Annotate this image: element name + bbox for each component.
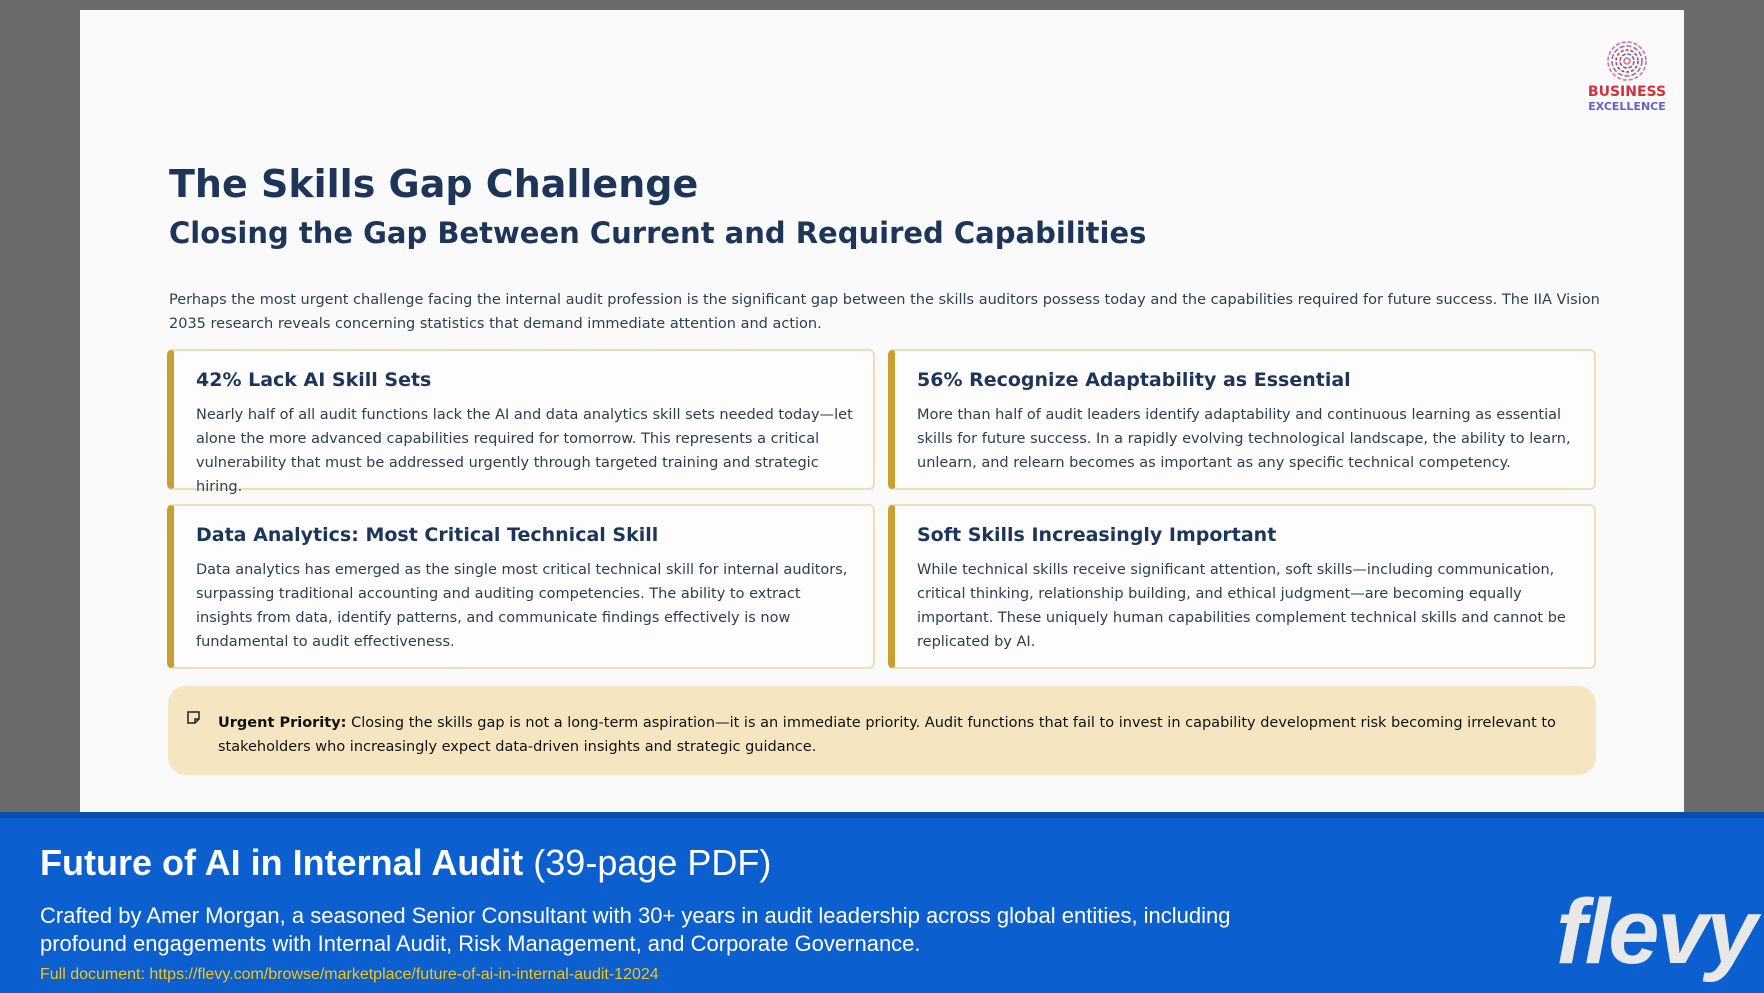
stat-card-adaptability xyxy=(888,349,1596,490)
stat-card-ai-skills xyxy=(167,349,875,495)
logo-text-excellence: EXCELLENCE xyxy=(1588,100,1666,113)
callout-body: Closing the skills gap is not a long-term aspiration—it is an immediate priority. Audit functions that fail to invest in capability development risk becoming irrelevant to stakeholders who increasingly expect data-driven insights and strategic guidance. xyxy=(218,715,1556,755)
fingerprint-icon xyxy=(1606,40,1648,82)
card-body: Data analytics has emerged as the single most critical technical skill for internal auditors, surpassing traditional accounting and auditing competencies. The ability to extract insights from data, identify patterns, and communicate findings effectively is now fundamental to audit effectiveness. xyxy=(196,562,848,650)
document-link-line xyxy=(40,966,659,984)
card-heading: 42% Lack AI Skill Sets xyxy=(196,369,432,391)
urgent-priority-callout xyxy=(168,686,1596,775)
flevy-logo[interactable]: flevy xyxy=(1556,881,1756,983)
card-body: Nearly half of all audit functions lack the AI and data analytics skill sets needed today—let alone the more advanced capabilities required for tomorrow. This represents a critical vulnerability that must be addressed urgently through targeted training and strategic hiring. xyxy=(196,407,853,495)
card-body: While technical skills receive significant attention, soft skills—including communication, critical thinking, relationship building, and ethical judgment—are becoming equally important. These uniquely human capabilities complement technical skills and cannot be replicated by AI. xyxy=(917,562,1566,650)
stat-card-soft-skills xyxy=(888,504,1596,669)
intro-paragraph: Perhaps the most urgent challenge facing the internal audit profession is the significant gap between the skills auditors possess today and the capabilities required for future success. The IIA Vision 2035 research reveals concerning statistics that demand immediate attention and action. xyxy=(169,292,1600,332)
business-excellence-logo xyxy=(1572,40,1682,130)
card-heading: Data Analytics: Most Critical Technical Skill xyxy=(196,524,659,546)
document-title xyxy=(40,842,771,884)
card-heading: Soft Skills Increasingly Important xyxy=(917,524,1277,546)
document-title-main: Future of AI in Internal Audit xyxy=(40,842,524,883)
document-link-url[interactable]: https://flevy.com/browse/marketplace/future-of-ai-in-internal-audit-12024 xyxy=(149,966,659,983)
slide xyxy=(80,10,1684,815)
callout-label: Urgent Priority: xyxy=(218,715,347,731)
footer-banner xyxy=(0,812,1764,993)
document-description: Crafted by Amer Morgan, a seasoned Senior Consultant with 30+ years in audit leadership across global entities, including profound engagements with Internal Audit, Risk Management, and Corporate Governance. xyxy=(40,903,1231,956)
logo-text-business: BUSINESS xyxy=(1587,84,1667,100)
card-heading: 56% Recognize Adaptability as Essential xyxy=(917,369,1351,391)
document-link-label: Full document: xyxy=(40,966,150,983)
card-body: More than half of audit leaders identify adaptability and continuous learning as essential skills for future success. In a rapidly evolving technological landscape, the ability to learn, unlearn, and relearn becomes as important as any specific technical competency. xyxy=(917,407,1571,471)
document-page-count: (39-page PDF) xyxy=(523,842,772,883)
stat-card-data-analytics xyxy=(167,504,875,669)
note-icon xyxy=(186,710,202,726)
page-title: The Skills Gap Challenge xyxy=(169,162,699,206)
callout-text xyxy=(218,711,1566,759)
page-subtitle: Closing the Gap Between Current and Required Capabilities xyxy=(169,216,1147,250)
